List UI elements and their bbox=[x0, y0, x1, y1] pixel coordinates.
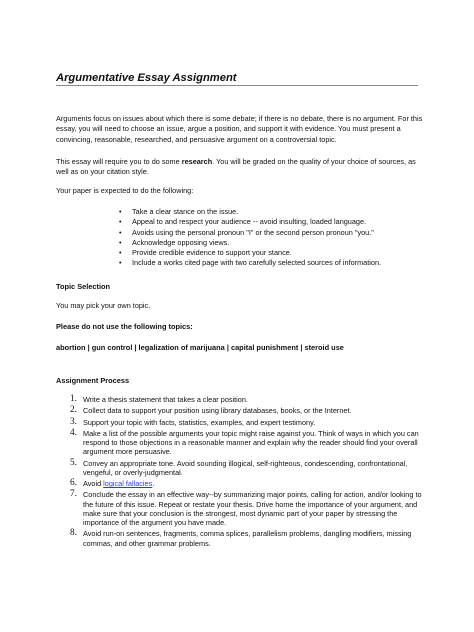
forbidden-topics-heading: Please do not use the following topics: bbox=[56, 322, 193, 331]
document-title: Argumentative Essay Assignment bbox=[56, 72, 418, 86]
list-item: 1. Write a thesis statement that takes a clear position. bbox=[70, 394, 248, 404]
bullet-icon: • bbox=[119, 217, 122, 227]
bullet-icon: • bbox=[119, 227, 122, 237]
logical-fallacies-link[interactable]: logical fallacies bbox=[103, 479, 153, 489]
process-steps bbox=[56, 395, 428, 550]
list-item: 5. Convey an appropriate tone. Avoid sounding illogical, self-righteous, condescending, confrontational, vengeful, or overly-judgmental. bbox=[70, 457, 408, 477]
list-item: 2. Collect data to support your position using library databases, books, or the Internet. bbox=[70, 405, 352, 416]
expectations-intro: Your paper is expected to do the following: bbox=[56, 186, 194, 195]
list-item: • Include a works cited page with two carefully selected sources of information. bbox=[119, 258, 382, 268]
bullet-icon: • bbox=[119, 207, 122, 216]
list-item: 4. Make a list of the possible arguments your topic might raise against you. Think of ways in which you can respond to those objections in a reasonable manner and explain why the reader should find your overall argument more persuasive. bbox=[70, 427, 419, 457]
bullet-icon: • bbox=[119, 237, 122, 247]
expectations-list bbox=[118, 207, 428, 269]
research-text-before: This essay will require you to do some bbox=[56, 157, 182, 166]
topic-selection-heading: Topic Selection bbox=[56, 282, 111, 291]
research-paragraph bbox=[56, 157, 426, 178]
list-item: 7. Conclude the essay in an effective way--by summarizing major points, calling for action, and/or looking to the future of this issue. Repeat or restate your thesis. Drive home the importance of your argument, and make sure that your conclusion is the strongest, most dynamic part of your paper by stressing the importance of the argument you have made. bbox=[70, 489, 422, 527]
list-item: • Provide credible evidence to support your stance. bbox=[119, 248, 292, 258]
list-item: 8. Avoid run-on sentences, fragments, comma splices, parallelism problems, dangling modifiers, missing commas, and other grammar problems. bbox=[70, 528, 412, 548]
list-item: • Acknowledge opposing views. bbox=[119, 237, 230, 247]
research-keyword: research bbox=[181, 157, 213, 166]
forbidden-topics-list: abortion | gun control | legalization of marijuana | capital punishment | steroid use bbox=[56, 343, 344, 352]
intro-paragraph: Arguments focus on issues about which there is some debate; if there is no debate, there is no argument. For this essay, you will need to choose an issue, argue a position, and support it with evidence. You must present a convincing, reasonable, researched, and persuasive argument on a controversial topic. bbox=[56, 114, 423, 144]
assignment-process-heading: Assignment Process bbox=[56, 376, 130, 385]
list-item: 3. Support your topic with facts, statistics, examples, and expert testimony. bbox=[70, 416, 316, 427]
topic-selection-text: You may pick your own topic. bbox=[56, 301, 151, 310]
list-item: • Appeal to and respect your audience -- avoid insulting, loaded language. bbox=[119, 217, 367, 227]
list-item: • Take a clear stance on the issue. bbox=[119, 207, 239, 216]
bullet-icon: • bbox=[119, 258, 122, 268]
bullet-icon: • bbox=[119, 248, 122, 258]
list-item: 6. Avoid logical fallacies. bbox=[70, 478, 155, 489]
list-item: • Avoids using the personal pronoun "I" or the second person pronoun "you." bbox=[119, 227, 374, 237]
research-text-after: . You will be graded on the quality of your choice of sources, as well as on your citation style. bbox=[56, 157, 416, 177]
